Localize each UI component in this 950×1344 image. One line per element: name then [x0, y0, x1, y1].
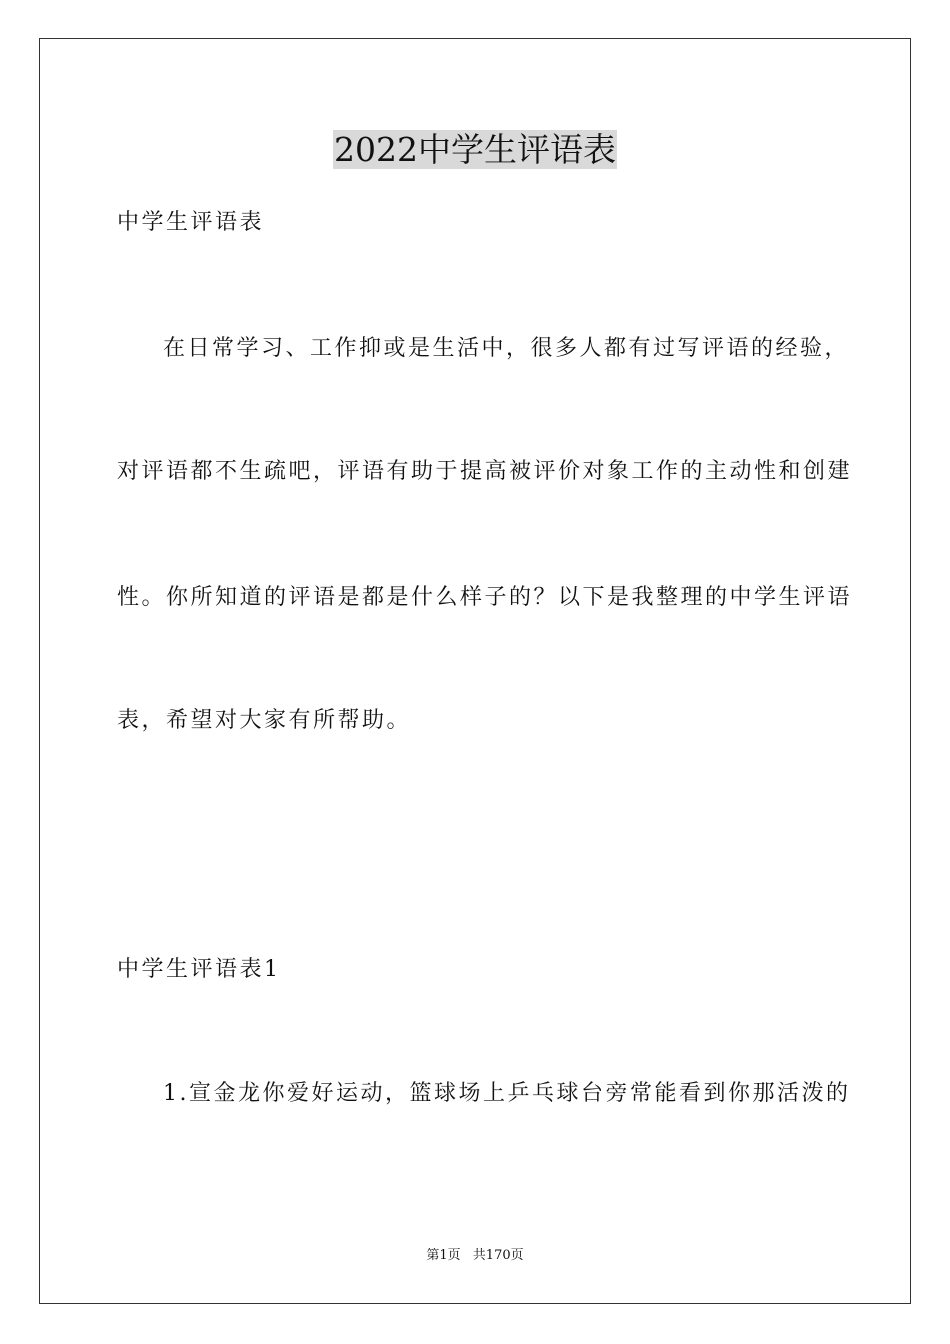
item-1-line: 1.宣金龙你爱好运动，篮球场上乒乓球台旁常能看到你那活泼的 [163, 1081, 851, 1106]
document-title [0, 128, 950, 172]
total-pages: 共170页 [472, 1248, 524, 1263]
document-title-text: 2022中学生评语表 [334, 130, 616, 169]
intro-line-1: 在日常学习、工作抑或是生活中，很多人都有过写评语的经验， [163, 336, 850, 361]
page-number: 第1页 [426, 1248, 461, 1263]
page-footer [0, 1246, 950, 1266]
intro-line-3: 性。你所知道的评语是都是什么样子的？以下是我整理的中学生评语 [117, 585, 853, 610]
subtitle: 中学生评语表 [117, 210, 265, 235]
intro-line-2: 对评语都不生疏吧，评语有助于提高被评价对象工作的主动性和创建 [117, 459, 853, 484]
intro-line-4: 表，希望对大家有所帮助。 [117, 708, 412, 733]
section-heading: 中学生评语表1 [117, 957, 281, 982]
